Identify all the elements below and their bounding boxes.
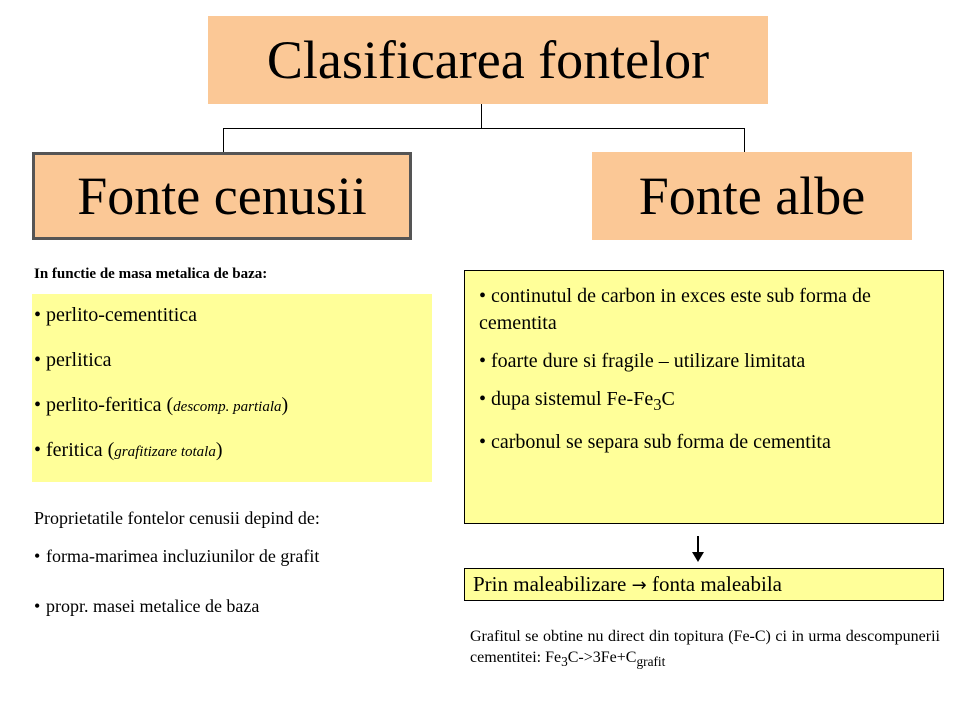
down-arrow-head-icon bbox=[692, 552, 704, 562]
matrix-type-list bbox=[32, 294, 432, 482]
list-item: • foarte dure si fragile – utilizare limitata bbox=[479, 350, 806, 372]
connector-right-drop bbox=[744, 128, 745, 152]
white-iron-properties-list bbox=[464, 270, 944, 524]
list-item: • continutul de carbon in exces este sub forma de cementita bbox=[479, 285, 871, 334]
list-item: • perlitica bbox=[34, 349, 112, 371]
list-item: • feritica (grafitizare totala) bbox=[34, 439, 223, 461]
right-arrow-icon: → bbox=[631, 575, 647, 596]
item-note: grafitizare totala bbox=[114, 444, 216, 460]
title-box bbox=[208, 16, 768, 104]
category-grey-label: Fonte cenusii bbox=[77, 166, 367, 226]
list-item: • carbonul se separa sub forma de cementita bbox=[479, 431, 831, 453]
properties-title: Proprietatile fontelor cenusii depind de: bbox=[34, 508, 320, 528]
category-white-label: Fonte albe bbox=[638, 166, 866, 226]
bullet: • bbox=[34, 394, 42, 416]
connector-vertical-top bbox=[481, 104, 482, 128]
property-item: • propr. masei metalice de baza bbox=[34, 596, 260, 616]
diagram-title: Clasificarea fontelor bbox=[266, 30, 710, 90]
bullet: • bbox=[34, 304, 42, 326]
category-white-cast-iron bbox=[592, 152, 912, 240]
list-item: • perlito-feritica (descomp. partiala) bbox=[34, 394, 289, 416]
list-item: • dupa sistemul $Fe-Fe_3C$ bbox=[479, 388, 675, 414]
category-grey-cast-iron bbox=[32, 152, 412, 240]
list-item: • perlito-cementitica bbox=[34, 304, 198, 326]
bullet: • bbox=[34, 439, 42, 461]
item-note: descomp. partiala bbox=[173, 399, 282, 415]
malleabilization-box: Prin maleabilizare → fonta maleabila bbox=[464, 568, 944, 601]
connector-horizontal bbox=[223, 128, 745, 129]
property-item: • forma-marimea incluziunilor de grafit bbox=[34, 546, 320, 566]
connector-left-drop bbox=[223, 128, 224, 152]
bullet: • bbox=[34, 349, 42, 371]
graphite-note: Grafitul se obtine nu direct din topitura (Fe-C) ci in urma descompunerii cementitei: $Fe_3C->3Fe+C_{grafit}$ bbox=[470, 628, 940, 670]
matrix-sublabel: In functie de masa metalica de baza: bbox=[34, 266, 268, 282]
